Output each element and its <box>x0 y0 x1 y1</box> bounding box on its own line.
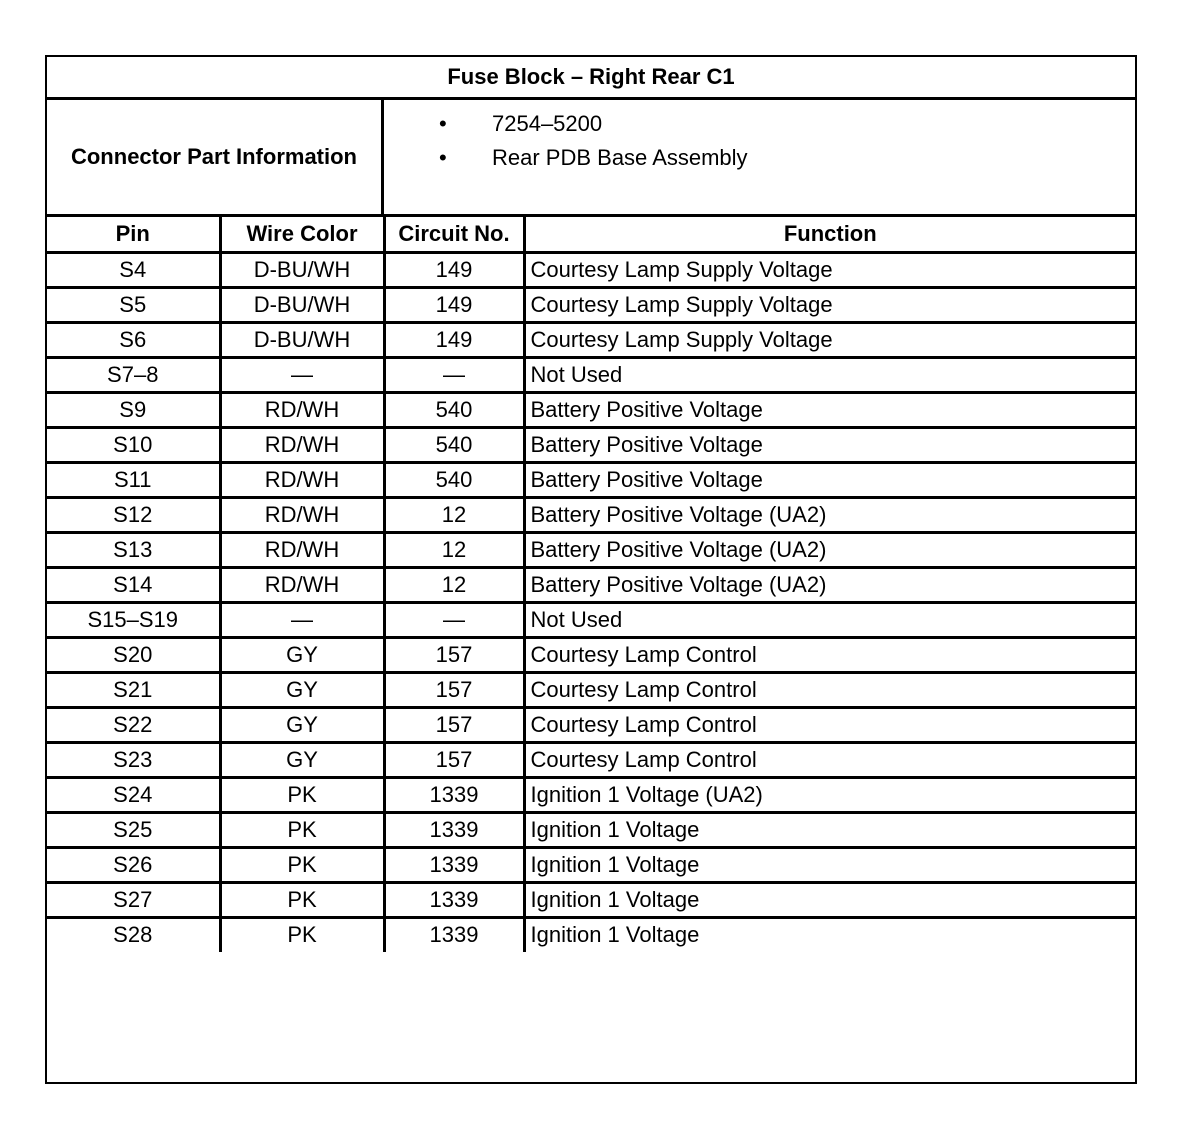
circuit-cell: 157 <box>384 637 524 672</box>
function-cell: Ignition 1 Voltage <box>524 882 1135 917</box>
connector-part-info-label: Connector Part Information <box>47 100 384 214</box>
function-cell: Battery Positive Voltage (UA2) <box>524 532 1135 567</box>
circuit-cell: 12 <box>384 567 524 602</box>
pin-cell: S28 <box>47 917 220 952</box>
function-cell: Courtesy Lamp Control <box>524 707 1135 742</box>
table-row <box>47 427 1135 462</box>
function-cell: Ignition 1 Voltage <box>524 847 1135 882</box>
pin-cell: S5 <box>47 287 220 322</box>
circuit-cell: 157 <box>384 707 524 742</box>
pin-cell: S21 <box>47 672 220 707</box>
table-row <box>47 462 1135 497</box>
table-row <box>47 707 1135 742</box>
circuit-cell: 12 <box>384 497 524 532</box>
table-row <box>47 777 1135 812</box>
wire-color-cell: RD/WH <box>220 427 384 462</box>
wire-color-cell: — <box>220 357 384 392</box>
pin-cell: S25 <box>47 812 220 847</box>
header-wire-color: Wire Color <box>220 217 384 252</box>
function-cell: Courtesy Lamp Supply Voltage <box>524 252 1135 287</box>
pin-cell: S24 <box>47 777 220 812</box>
header-pin: Pin <box>47 217 220 252</box>
connector-part-info-list <box>384 100 1135 214</box>
circuit-cell: 12 <box>384 532 524 567</box>
circuit-cell: 1339 <box>384 917 524 952</box>
pin-cell: S26 <box>47 847 220 882</box>
circuit-cell: — <box>384 357 524 392</box>
table-title: Fuse Block – Right Rear C1 <box>47 57 1135 100</box>
wire-color-cell: RD/WH <box>220 497 384 532</box>
table-row <box>47 882 1135 917</box>
wire-color-cell: — <box>220 602 384 637</box>
function-cell: Ignition 1 Voltage <box>524 917 1135 952</box>
wire-color-cell: PK <box>220 917 384 952</box>
list-item <box>384 141 1135 175</box>
circuit-cell: — <box>384 602 524 637</box>
pinout-table <box>47 217 1135 952</box>
table-row <box>47 252 1135 287</box>
table-row <box>47 602 1135 637</box>
wire-color-cell: RD/WH <box>220 532 384 567</box>
header-function: Function <box>524 217 1135 252</box>
table-row <box>47 532 1135 567</box>
list-item <box>384 107 1135 141</box>
circuit-cell: 1339 <box>384 847 524 882</box>
wire-color-cell: GY <box>220 707 384 742</box>
circuit-cell: 540 <box>384 462 524 497</box>
pin-cell: S27 <box>47 882 220 917</box>
connector-part-info-row <box>47 100 1135 217</box>
circuit-cell: 1339 <box>384 812 524 847</box>
function-cell: Battery Positive Voltage <box>524 462 1135 497</box>
wire-color-cell: PK <box>220 777 384 812</box>
pin-cell: S7–8 <box>47 357 220 392</box>
table-row <box>47 567 1135 602</box>
function-cell: Battery Positive Voltage <box>524 392 1135 427</box>
pin-cell: S9 <box>47 392 220 427</box>
pin-cell: S6 <box>47 322 220 357</box>
table-row <box>47 672 1135 707</box>
pin-cell: S11 <box>47 462 220 497</box>
function-cell: Ignition 1 Voltage (UA2) <box>524 777 1135 812</box>
circuit-cell: 1339 <box>384 777 524 812</box>
wire-color-cell: RD/WH <box>220 567 384 602</box>
connector-table <box>45 55 1137 1084</box>
wire-color-cell: RD/WH <box>220 392 384 427</box>
table-row <box>47 742 1135 777</box>
pin-cell: S13 <box>47 532 220 567</box>
wire-color-cell: PK <box>220 882 384 917</box>
function-cell: Not Used <box>524 602 1135 637</box>
bullet-icon: • <box>439 111 447 136</box>
table-row <box>47 287 1135 322</box>
function-cell: Courtesy Lamp Supply Voltage <box>524 287 1135 322</box>
circuit-cell: 1339 <box>384 882 524 917</box>
circuit-cell: 149 <box>384 287 524 322</box>
function-cell: Battery Positive Voltage (UA2) <box>524 567 1135 602</box>
table-row <box>47 497 1135 532</box>
table-row <box>47 357 1135 392</box>
wire-color-cell: D-BU/WH <box>220 322 384 357</box>
wire-color-cell: D-BU/WH <box>220 252 384 287</box>
wire-color-cell: PK <box>220 812 384 847</box>
function-cell: Ignition 1 Voltage <box>524 812 1135 847</box>
header-circuit-no: Circuit No. <box>384 217 524 252</box>
pin-cell: S15–S19 <box>47 602 220 637</box>
circuit-cell: 157 <box>384 742 524 777</box>
part-number: 7254–5200 <box>492 111 603 136</box>
circuit-cell: 540 <box>384 392 524 427</box>
table-row <box>47 322 1135 357</box>
pin-cell: S4 <box>47 252 220 287</box>
table-row <box>47 917 1135 952</box>
wire-color-cell: GY <box>220 672 384 707</box>
function-cell: Courtesy Lamp Control <box>524 672 1135 707</box>
function-cell: Battery Positive Voltage (UA2) <box>524 497 1135 532</box>
wire-color-cell: D-BU/WH <box>220 287 384 322</box>
part-description: Rear PDB Base Assembly <box>492 145 748 170</box>
circuit-cell: 540 <box>384 427 524 462</box>
circuit-cell: 149 <box>384 252 524 287</box>
table-row <box>47 812 1135 847</box>
table-row <box>47 392 1135 427</box>
pin-cell: S14 <box>47 567 220 602</box>
pin-cell: S12 <box>47 497 220 532</box>
circuit-cell: 157 <box>384 672 524 707</box>
wire-color-cell: PK <box>220 847 384 882</box>
function-cell: Not Used <box>524 357 1135 392</box>
pinout-rows <box>47 252 1135 952</box>
table-row <box>47 637 1135 672</box>
wire-color-cell: GY <box>220 742 384 777</box>
table-row <box>47 847 1135 882</box>
pin-cell: S23 <box>47 742 220 777</box>
wire-color-cell: GY <box>220 637 384 672</box>
pin-cell: S10 <box>47 427 220 462</box>
wire-color-cell: RD/WH <box>220 462 384 497</box>
function-cell: Courtesy Lamp Control <box>524 637 1135 672</box>
function-cell: Courtesy Lamp Supply Voltage <box>524 322 1135 357</box>
header-row <box>47 217 1135 252</box>
function-cell: Battery Positive Voltage <box>524 427 1135 462</box>
circuit-cell: 149 <box>384 322 524 357</box>
pin-cell: S22 <box>47 707 220 742</box>
bullet-icon: • <box>439 145 447 170</box>
pin-cell: S20 <box>47 637 220 672</box>
function-cell: Courtesy Lamp Control <box>524 742 1135 777</box>
